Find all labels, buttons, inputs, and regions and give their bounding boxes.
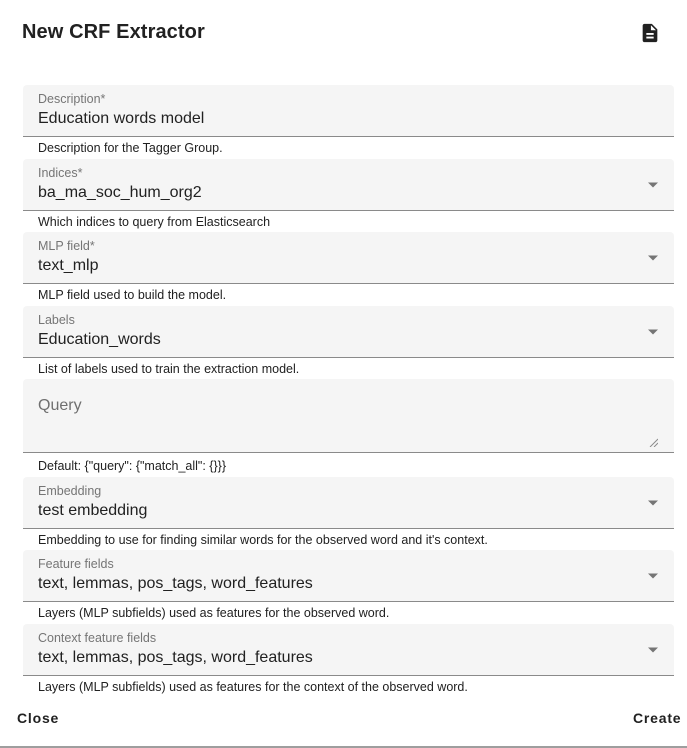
mlp-field-select[interactable]: [23, 232, 674, 284]
chevron-down-icon: [648, 573, 658, 579]
context-feature-fields-select[interactable]: [23, 624, 674, 676]
feature-fields-label: Feature fields: [38, 557, 114, 571]
mlp-field-hint: MLP field used to build the model.: [38, 288, 227, 302]
mlp-field-label: MLP field*: [38, 239, 95, 253]
chevron-down-icon: [648, 255, 658, 261]
feature-fields-select[interactable]: [23, 550, 674, 602]
chevron-down-icon: [648, 182, 658, 188]
resize-handle-icon[interactable]: [648, 437, 658, 447]
labels-value: Education_words: [38, 331, 161, 348]
labels-label: Labels: [38, 313, 75, 327]
embedding-value: test embedding: [38, 502, 148, 519]
feature-fields-value: text, lemmas, pos_tags, word_features: [38, 575, 313, 592]
embedding-label: Embedding: [38, 484, 102, 498]
indices-value: ba_ma_soc_hum_org2: [38, 184, 202, 201]
embedding-select[interactable]: [23, 477, 674, 529]
query-textarea[interactable]: [23, 379, 674, 453]
indices-select[interactable]: [23, 159, 674, 211]
query-hint: Default: {"query": {"match_all": {}}}: [38, 459, 227, 473]
chevron-down-icon: [648, 329, 658, 335]
indices-label: Indices*: [38, 166, 83, 180]
context-feature-fields-value: text, lemmas, pos_tags, word_features: [38, 649, 313, 666]
dialog-title: New CRF Extractor: [22, 21, 205, 43]
chevron-down-icon: [648, 500, 658, 506]
description-input[interactable]: Education words model: [38, 110, 205, 127]
description-hint: Description for the Tagger Group.: [38, 141, 223, 155]
mlp-field-value: text_mlp: [38, 257, 99, 274]
query-placeholder: Query: [38, 397, 82, 414]
description-field[interactable]: [23, 85, 674, 137]
feature-fields-hint: Layers (MLP subfields) used as features for the observed word.: [38, 606, 390, 620]
description-label: Description*: [38, 92, 106, 106]
chevron-down-icon: [648, 647, 658, 653]
create-button[interactable]: Create: [633, 710, 682, 726]
context-feature-fields-label: Context feature fields: [38, 631, 157, 645]
labels-hint: List of labels used to train the extraction model.: [38, 362, 300, 376]
close-button[interactable]: Close: [17, 710, 60, 726]
context-feature-fields-hint: Layers (MLP subfields) used as features for the context of the observed word.: [38, 680, 468, 694]
indices-hint: Which indices to query from Elasticsearch: [38, 215, 271, 229]
embedding-hint: Embedding to use for finding similar words for the observed word and it's context.: [38, 533, 488, 547]
labels-select[interactable]: [23, 306, 674, 358]
document-icon[interactable]: [639, 22, 661, 44]
